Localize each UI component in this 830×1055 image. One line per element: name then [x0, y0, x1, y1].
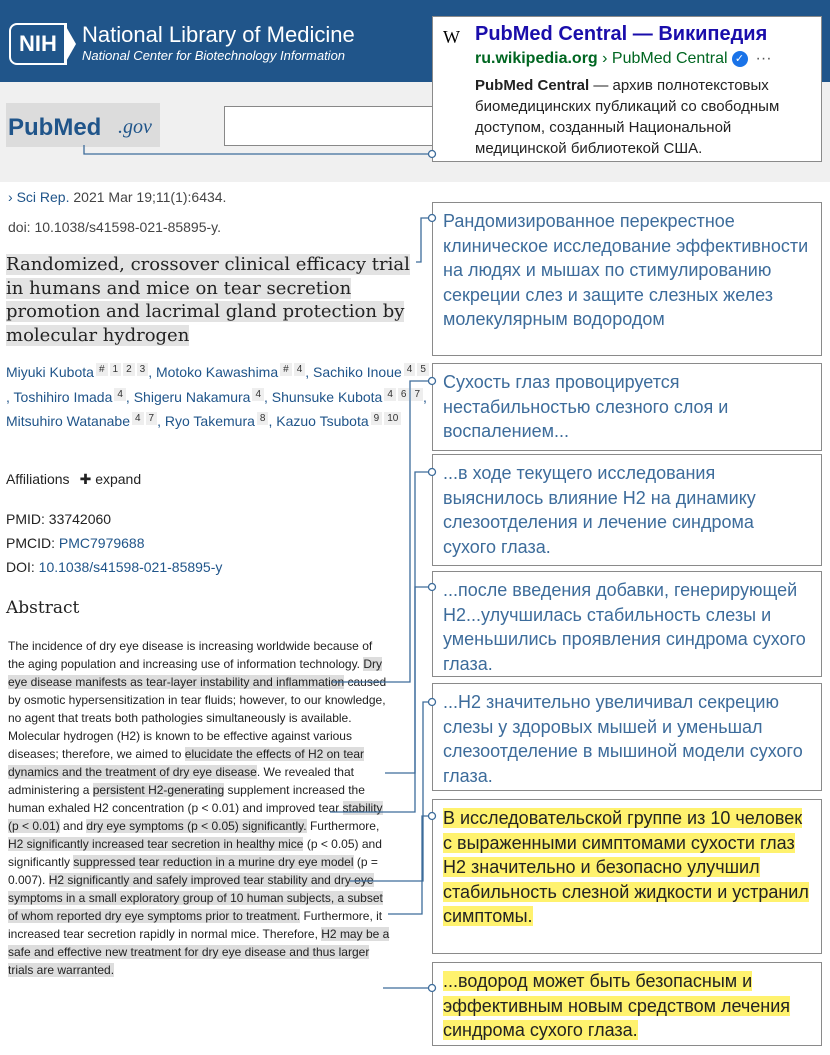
abstract-highlight: H2 significantly and safely improved tear stability and dry eye symptoms in a small exploratory group of 10 human subjects, a subset of whom reported dry eye symptoms prior to treatment. [8, 873, 383, 923]
annotation-text: Сухость глаз провоцируется нестабильностью слезного слоя и воспалением... [443, 372, 729, 441]
connector-6 [388, 816, 432, 914]
affiliation-ref[interactable]: 2 [123, 363, 135, 376]
connector-dot [429, 813, 436, 820]
affiliation-ref[interactable]: 5 [417, 363, 429, 376]
abstract-segment: The incidence of dry eye disease is increasing worldwide because of the aging population and increasing use of information technology. [8, 639, 373, 671]
author-link[interactable]: Ryo Takemura [164, 413, 255, 429]
affiliation-ref[interactable]: 4 [384, 388, 396, 401]
abstract-segment: supplement increased the human exhaled H2 concentration (p < 0.01) and improved tear [8, 783, 365, 815]
affiliation-ref[interactable]: 3 [137, 363, 149, 376]
affiliation-ref[interactable]: 4 [404, 363, 416, 376]
affiliation-ref[interactable]: # [280, 363, 292, 376]
wikipedia-result-title[interactable]: PubMed Central — Википедия [475, 23, 768, 45]
pubmed-logo-text: PubMed [8, 114, 102, 141]
affiliation-ref[interactable]: 8 [257, 412, 269, 425]
annotation-text: Рандомизированное перекрестное клиническое исследование эффективности на людях и мышах по стимулированию секреции слез и защите слезных желез молекулярным водородом [443, 211, 809, 329]
connector-4 [330, 587, 432, 812]
doi-line: doi: 10.1038/s41598-021-85895-y. [8, 219, 222, 235]
abstract-segment: caused by osmotic hypersensitization in tear fluids; however, to our knowledge, no agent that treats both pathologies simultaneously is available. Molecular hydrogen (H2) is known to be effective against various diseases; therefore, we aimed to [8, 675, 387, 761]
snippet-bold: PubMed Central [475, 77, 590, 94]
connector-3 [385, 472, 432, 773]
pmcid-label: PMCID: [6, 535, 59, 551]
connector-dot [429, 699, 436, 706]
connector-dot [429, 985, 436, 992]
pubmed-logo-gov: .gov [118, 116, 152, 138]
annotation-text: ...H2 значительно увеличивал секрецию слезы у здоровых мышей и уменьшал слезоотделение в мышиной модели сухого глаза. [443, 692, 803, 786]
expand-label: expand [95, 471, 142, 487]
annotation-text: ...в ходе текущего исследования выяснилось влияние H2 на динамику слезоотделения и лечение синдрома сухого глаза. [443, 463, 756, 557]
nih-logo[interactable]: NIH [9, 23, 67, 65]
author-link[interactable]: Shigeru Nakamura [133, 388, 251, 405]
abstract-highlight: persistent H2-generating [92, 783, 225, 797]
url-domain: ru.wikipedia.org [475, 50, 598, 67]
author-link[interactable]: Motoko Kawashima [155, 364, 279, 380]
citation-date: 2021 Mar 19;11(1):6434. [73, 189, 227, 205]
abstract-segment: (p = 0.007). [8, 855, 378, 887]
abstract-highlight: H2 significantly increased tear secretion in healthy mice [8, 837, 304, 851]
doi-link[interactable]: 10.1038/s41598-021-85895-y [38, 559, 223, 575]
nlm-title[interactable]: National Library of Medicine [82, 22, 355, 47]
wikipedia-icon: W [443, 27, 460, 47]
author-link[interactable]: Miyuki Kubota [6, 364, 94, 380]
affiliation-ref[interactable]: 6 [398, 388, 410, 401]
connector-dot [429, 469, 436, 476]
ncbi-subtitle: National Center for Biotechnology Information [82, 48, 346, 63]
author-list: Miyuki Kubota # 1 2 3 , Motoko Kawashima # 4 , Sachiko Inoue 4 5, Toshihiro Imada 4 , Shigeru Nakamura 4 , Shunsuke Kubota 4 6 7 , Mitsuhiro Watanabe 4 7 , Ryo Takemura 8 , Kazuo Tsubota 9 10 [6, 360, 431, 434]
connector-dot [429, 151, 436, 158]
author-link[interactable]: Toshihiro Imada [13, 388, 113, 405]
doi-label: DOI: [6, 559, 39, 575]
pmid-label: PMID: [6, 511, 49, 527]
affiliation-ref[interactable]: 4 [132, 412, 144, 425]
author-link[interactable]: Kazuo Tsubota [276, 413, 369, 429]
url-path: › PubMed Central [602, 50, 728, 67]
abstract-segment: Furthermore, it increased tear secretion rapidly in normal mice. Therefore, [8, 909, 383, 941]
article-title-text: Randomized, crossover clinical efficacy trial in humans and mice on tear secretion promotion and lacrimal gland protection by molecular hydrogen [6, 254, 410, 346]
affiliation-ref[interactable]: 4 [252, 388, 264, 401]
abstract-segment: and [59, 819, 87, 833]
connector-dot [429, 584, 436, 591]
author-link[interactable]: Sachiko Inoue [313, 364, 402, 380]
affiliation-ref[interactable]: # [96, 363, 108, 376]
abstract-highlight: Dry eye disease manifests as tear-layer instability and inflammation [8, 657, 383, 689]
connector-2 [332, 381, 432, 682]
connector-5 [350, 702, 432, 881]
author-link[interactable]: Shunsuke Kubota [271, 388, 383, 405]
abstract-segment: . We revealed that administering a [8, 765, 354, 797]
connector-1 [416, 218, 432, 262]
abstract-highlight: elucidate the effects of H2 on tear dynamics and the treatment of dry eye disease [8, 747, 364, 779]
more-options-icon[interactable]: ··· [755, 50, 772, 67]
affiliation-ref[interactable]: 4 [294, 363, 306, 376]
affiliation-ref[interactable]: 7 [146, 412, 158, 425]
connector-dot [429, 378, 436, 385]
annotation-text: ...водород может быть безопасным и эффективным новым средством лечения синдрома сухого глаза. [443, 971, 791, 1040]
abstract-highlight: H2 may be a safe and effective new treatment for dry eye disease and thus larger trials are warranted. [8, 927, 390, 977]
affiliation-ref[interactable]: 4 [114, 388, 126, 401]
verified-check-icon: ✓ [732, 51, 748, 67]
abstract-highlight: stability (p < 0.01) [8, 801, 383, 833]
annotation-text: В исследовательской группе из 10 человек с выраженными симптомами сухости глаз H2 значительно и безопасно улучшил стабильность слезной жидкости и устранил симптомы. [443, 808, 809, 926]
pmcid-link[interactable]: PMC7979688 [58, 535, 145, 551]
abstract-heading: Abstract [6, 598, 80, 618]
snippet-rest: — архив полнотекстовых биомедицинских публикаций со свободным доступом, созданный Национальной медицинской библиотекой США. [475, 77, 780, 157]
connector-dot [429, 215, 436, 222]
pmid-value: 33742060 [48, 511, 112, 527]
affiliation-ref[interactable]: 7 [411, 388, 423, 401]
annotation-text: ...после введения добавки, генерирующей H2...улучшилась стабильность слезы и уменьшились проявления синдрома сухого глаза. [443, 580, 806, 674]
connector-wiki [84, 145, 432, 154]
abstract-highlight: suppressed tear reduction in a murine dry eye model [73, 855, 354, 869]
citation-line: › Sci Rep. 2021 Mar 19;11(1):6434. [8, 189, 227, 205]
affiliation-ref[interactable]: 9 [371, 412, 383, 425]
affiliations-label: Affiliations [6, 471, 70, 487]
abstract-segment: (p < 0.05) and significantly [8, 837, 382, 869]
abstract-segment: Furthermore, [306, 819, 380, 833]
affiliation-ref[interactable]: 10 [384, 412, 401, 425]
journal-link[interactable]: Sci Rep. [16, 189, 70, 205]
author-link[interactable]: Mitsuhiro Watanabe [6, 413, 130, 429]
plus-icon: ✚ [79, 471, 92, 487]
affiliation-ref[interactable]: 1 [110, 363, 122, 376]
abstract-highlight: dry eye symptoms (p < 0.05) significantly. [86, 819, 307, 833]
